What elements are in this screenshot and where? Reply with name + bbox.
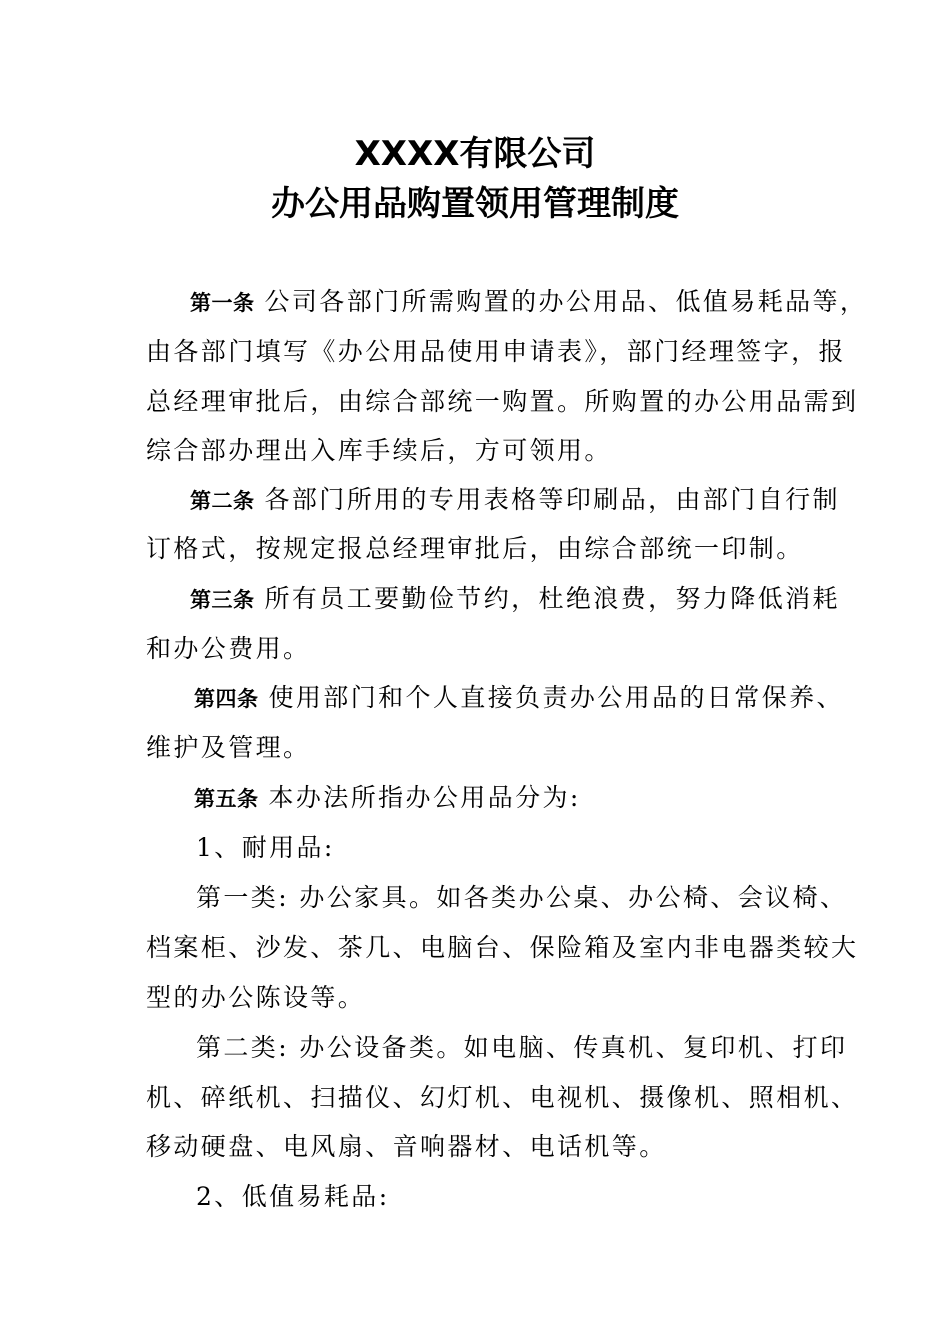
section-1-heading: 1、耐用品: bbox=[196, 833, 335, 862]
document-title: 办公用品购置领用管理制度 bbox=[271, 184, 679, 224]
article-2-first-line bbox=[190, 480, 840, 521]
class-1-line-1: 第一类: 办公家具。如各类办公桌、办公椅、会议椅、 bbox=[196, 883, 848, 912]
class-1-line-3: 型的办公陈设等。 bbox=[146, 983, 366, 1012]
article-4-first-line bbox=[194, 678, 844, 719]
article-1-line-3: 总经理审批后，由综合部统一购置。所购置的办公用品需到 bbox=[146, 387, 859, 416]
class-1-line-2: 档案柜、沙发、茶几、电脑台、保险箱及室内非电器类较大 bbox=[146, 933, 859, 962]
class-2-line-2: 机、碎纸机、扫描仪、幻灯机、电视机、摄像机、照相机、 bbox=[146, 1083, 859, 1112]
article-1-first-line bbox=[190, 282, 867, 323]
article-3-line-2: 和办公费用。 bbox=[146, 634, 311, 663]
article-2-line-2: 订格式，按规定报总经理审批后，由综合部统一印制。 bbox=[146, 534, 804, 563]
company-name-title: XXXX有限公司 bbox=[354, 134, 596, 174]
article-2-text: 各部门所用的专用表格等印刷品，由部门自行制 bbox=[264, 485, 840, 514]
article-3-label: 第三条 bbox=[190, 588, 255, 612]
article-1-label: 第一条 bbox=[190, 291, 255, 315]
article-3-text: 所有员工要勤俭节约，杜绝浪费，努力降低消耗 bbox=[264, 584, 840, 613]
article-5-text: 本办法所指办公用品分为: bbox=[268, 783, 581, 812]
article-4-line-2: 维护及管理。 bbox=[146, 733, 311, 762]
article-5-first-line bbox=[194, 778, 581, 819]
article-5-label: 第五条 bbox=[194, 787, 259, 811]
article-3-first-line bbox=[190, 579, 840, 620]
article-2-label: 第二条 bbox=[190, 489, 255, 513]
article-1-text: 公司各部门所需购置的办公用品、低值易耗品等， bbox=[264, 287, 868, 316]
section-2-heading: 2、低值易耗品: bbox=[196, 1182, 390, 1211]
class-2-line-1: 第二类: 办公设备类。如电脑、传真机、复印机、打印 bbox=[196, 1033, 848, 1062]
article-1-line-4: 综合部办理出入库手续后，方可领用。 bbox=[146, 436, 612, 465]
article-4-label: 第四条 bbox=[194, 687, 259, 711]
class-2-line-3: 移动硬盘、电风扇、音响器材、电话机等。 bbox=[146, 1132, 667, 1161]
article-1-line-2: 由各部门填写《办公用品使用申请表》，部门经理签字，报 bbox=[146, 337, 846, 366]
article-4-text: 使用部门和个人直接负责办公用品的日常保养、 bbox=[268, 683, 844, 712]
